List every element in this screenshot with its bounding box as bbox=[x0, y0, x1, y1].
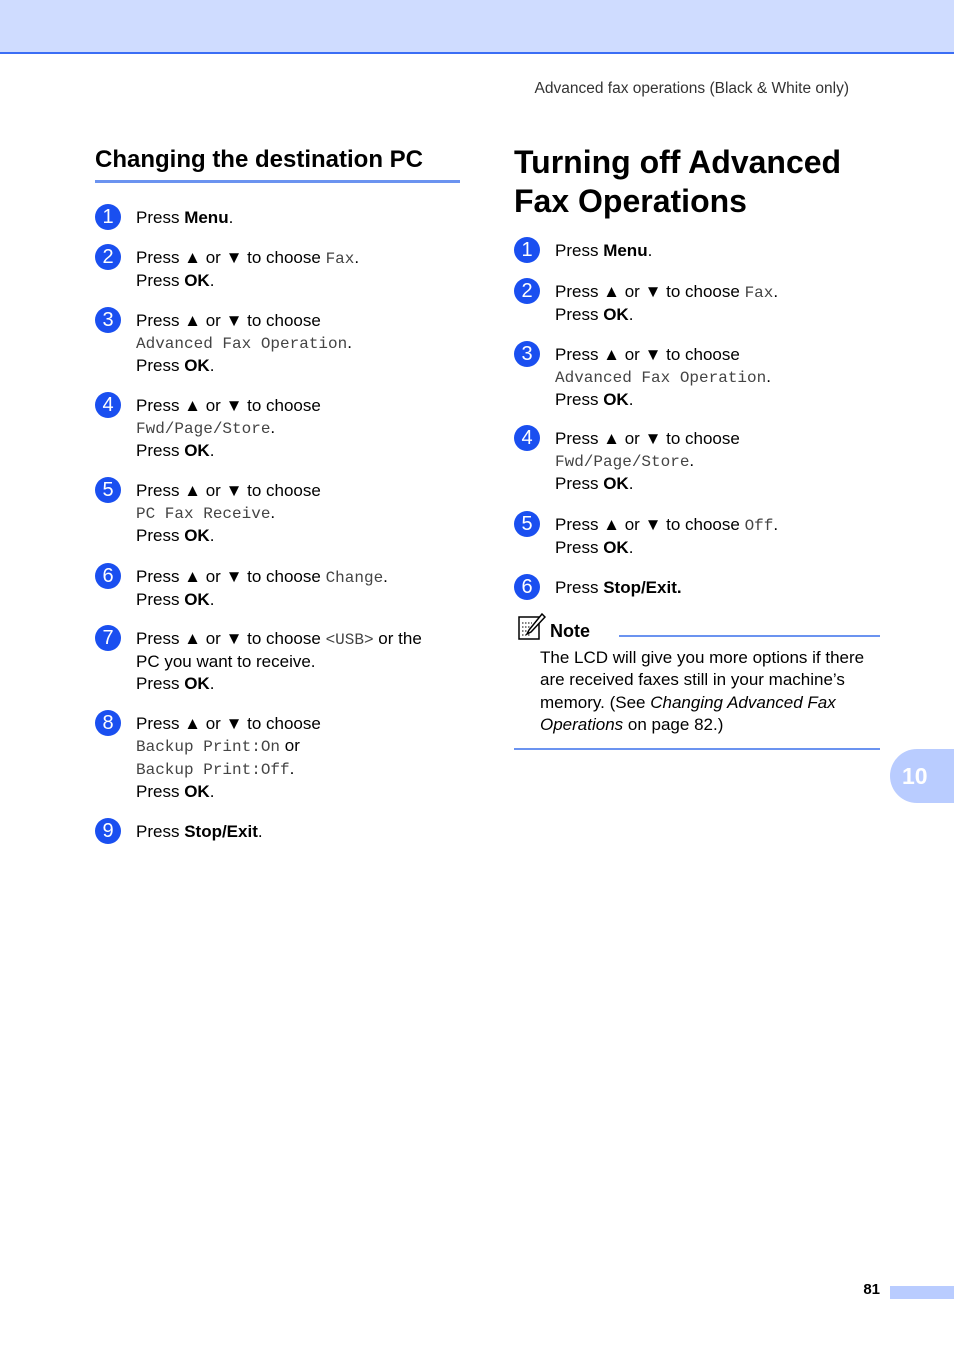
step-number-badge: 5 bbox=[514, 511, 540, 537]
step-number-badge: 2 bbox=[95, 244, 121, 270]
running-head: Advanced fax operations (Black & White only) bbox=[534, 80, 849, 97]
step-number-badge: 7 bbox=[95, 625, 121, 651]
lcd-option: Advanced Fax Operation bbox=[555, 369, 767, 387]
left-step-6: 6 Press ▲ or ▼ to choose Change. Press OK. bbox=[95, 566, 388, 611]
section-title-turning-off: Turning off Advanced Fax Operations bbox=[514, 144, 842, 219]
page-number-bar bbox=[890, 1286, 954, 1299]
step-number-badge: 5 bbox=[95, 477, 121, 503]
right-step-5: 5 Press ▲ or ▼ to choose Off. Press OK. bbox=[514, 514, 778, 559]
right-step-3: 3 Press ▲ or ▼ to choose Advanced Fax Operation. Press OK. bbox=[514, 344, 771, 411]
step-number-badge: 1 bbox=[514, 237, 540, 263]
note-text: The LCD will give you more options if there are received faxes still in your machine’s memory. (See Changing Advanced Fax Operations on page 82.) bbox=[540, 648, 865, 734]
lcd-option: Off bbox=[744, 517, 774, 535]
note-pencil-icon bbox=[516, 612, 546, 642]
note-rule bbox=[619, 635, 880, 637]
note-box bbox=[514, 612, 880, 750]
lcd-option: <USB> bbox=[325, 631, 374, 649]
left-step-5: 5 Press ▲ or ▼ to choose PC Fax Receive. Press OK. bbox=[95, 480, 321, 547]
step-number-badge: 1 bbox=[95, 204, 121, 230]
left-step-4: 4 Press ▲ or ▼ to choose Fwd/Page/Store. Press OK. bbox=[95, 395, 321, 462]
left-step-9: 9 Press Stop/Exit. bbox=[95, 821, 263, 843]
left-step-2: 2 Press ▲ or ▼ to choose Fax. Press OK. bbox=[95, 247, 359, 292]
left-step-8: 8 Press ▲ or ▼ to choose Backup Print:On or Backup Print:Off. Press OK. bbox=[95, 713, 321, 803]
left-step-1: 1 Press Menu. bbox=[95, 207, 233, 229]
right-step-1: 1 Press Menu. bbox=[514, 240, 652, 262]
step-number-badge: 3 bbox=[95, 307, 121, 333]
left-step-3: 3 Press ▲ or ▼ to choose Advanced Fax Operation. Press OK. bbox=[95, 310, 352, 377]
step-number-badge: 6 bbox=[95, 563, 121, 589]
step-number-badge: 2 bbox=[514, 278, 540, 304]
lcd-option: Fwd/Page/Store bbox=[136, 420, 271, 438]
chapter-tab: 10 bbox=[890, 749, 954, 803]
note-label: Note bbox=[550, 621, 590, 641]
step-number-badge: 4 bbox=[514, 425, 540, 451]
lcd-option: Fwd/Page/Store bbox=[555, 453, 690, 471]
step-number-badge: 4 bbox=[95, 392, 121, 418]
lcd-option: Backup Print:On bbox=[136, 738, 281, 756]
page-number: 81 bbox=[863, 1281, 880, 1298]
lcd-option: Advanced Fax Operation bbox=[136, 335, 348, 353]
right-step-4: 4 Press ▲ or ▼ to choose Fwd/Page/Store. Press OK. bbox=[514, 428, 740, 495]
lcd-option: Backup Print:Off bbox=[136, 761, 290, 779]
lcd-option: Fax bbox=[325, 250, 355, 268]
step-number-badge: 6 bbox=[514, 574, 540, 600]
left-step-7: 7 Press ▲ or ▼ to choose <USB> or the PC you want to receive. Press OK. bbox=[95, 628, 422, 695]
step-number-badge: 8 bbox=[95, 710, 121, 736]
top-band bbox=[0, 0, 954, 54]
lcd-option: Change bbox=[325, 569, 384, 587]
right-step-2: 2 Press ▲ or ▼ to choose Fax. Press OK. bbox=[514, 281, 778, 326]
step-number-badge: 9 bbox=[95, 818, 121, 844]
section-title-changing-destination: Changing the destination PC bbox=[95, 146, 460, 183]
step-number-badge: 3 bbox=[514, 341, 540, 367]
lcd-option: PC Fax Receive bbox=[136, 505, 271, 523]
right-step-6: 6 Press Stop/Exit. bbox=[514, 577, 682, 599]
lcd-option: Fax bbox=[744, 284, 774, 302]
